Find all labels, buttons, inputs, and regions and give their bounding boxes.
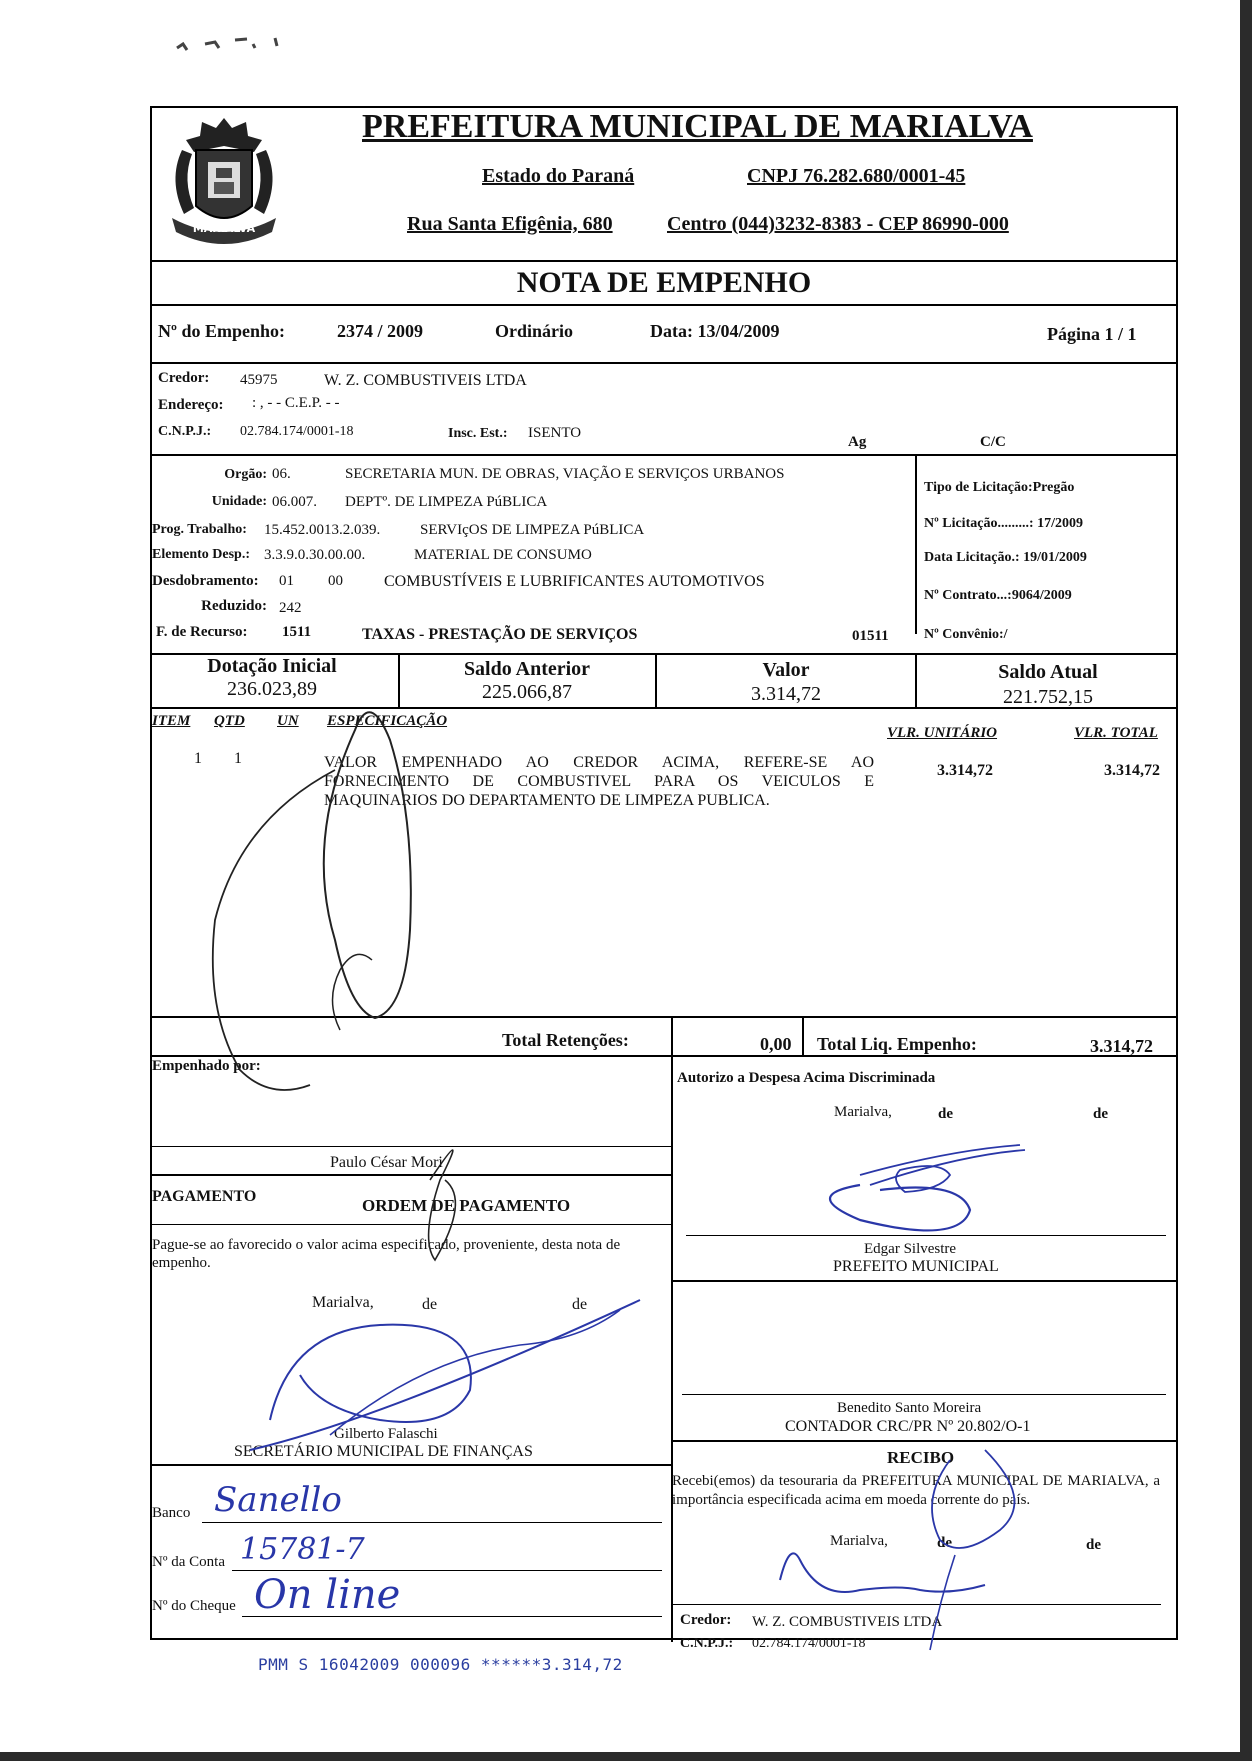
- signature-line: [686, 1235, 1166, 1236]
- elemento-label: Elemento Desp.:: [152, 547, 250, 562]
- divider: [152, 1055, 1176, 1057]
- signature-line: [152, 1146, 671, 1147]
- autorizo-label: Autorizo a Despesa Acima Discriminada: [677, 1070, 936, 1086]
- empenhado-name: Paulo César Mori: [330, 1154, 443, 1171]
- valor-value: 3.314,72: [751, 683, 821, 705]
- credor-cnpj: 02.784.174/0001-18: [240, 424, 354, 439]
- banco-handwritten: Sanello: [214, 1480, 342, 1520]
- recibo-text: Recebi(emos) da tesouraria da PREFEITURA MUNICIPAL DE MARIALVA, a importância especificada acima em moeda corrente do país.: [672, 1473, 1160, 1508]
- dotacao-inicial-label: Dotação Inicial: [207, 655, 337, 677]
- insc-label: Insc. Est.:: [448, 426, 508, 441]
- desdobramento-a: 01: [279, 573, 294, 589]
- empenho-date: Data: 13/04/2009: [650, 321, 780, 341]
- recurso-code: 1511: [282, 624, 312, 640]
- saldo-anterior-label: Saldo Anterior: [463, 658, 591, 680]
- document-title: NOTA DE EMPENHO: [516, 266, 812, 299]
- reduzido-label: Reduzido:: [201, 598, 267, 614]
- saldo-atual-value: 221.752,15: [1003, 686, 1093, 708]
- empenho-number-label: Nº do Empenho:: [158, 321, 285, 341]
- unidade-code: 06.007.: [272, 494, 317, 510]
- col-item-header: ITEM: [152, 713, 191, 729]
- page-title: PREFEITURA MUNICIPAL DE MARIALVA: [362, 108, 1033, 145]
- orgao-label: Orgão:: [224, 467, 267, 482]
- divider: [671, 1280, 1176, 1282]
- pagamento-de2: de: [572, 1296, 588, 1313]
- cc-label: C/C: [980, 434, 1006, 450]
- autorizo-place: Marialva,: [834, 1104, 892, 1120]
- credor-name: W. Z. COMBUSTIVEIS LTDA: [324, 372, 527, 389]
- pagamento-de1: de: [422, 1296, 438, 1313]
- address-label: Endereço:: [158, 397, 224, 413]
- credor-label: Credor:: [158, 370, 210, 386]
- liquido-value: 3.314,72: [1090, 1036, 1153, 1056]
- divider: [152, 304, 1176, 306]
- elemento-code: 3.3.9.0.30.00.00.: [264, 547, 366, 563]
- pagamento-place: Marialva,: [312, 1294, 374, 1311]
- empenho-type: Ordinário: [495, 321, 574, 341]
- recibo-cnpj: 02.784.174/0001-18: [752, 1636, 866, 1651]
- convenio-number: Nº Convênio:/: [924, 627, 1008, 642]
- divider: [915, 653, 917, 707]
- recibo-credor-name: W. Z. COMBUSTIVEIS LTDA: [752, 1614, 943, 1630]
- dotacao-inicial-value: 236.023,89: [227, 678, 317, 700]
- prefeito-name: Edgar Silvestre: [864, 1241, 957, 1257]
- recibo-credor-label: Credor:: [680, 1612, 732, 1628]
- cheque-handwritten: On line: [254, 1572, 401, 1618]
- recibo-de2: de: [1086, 1537, 1101, 1553]
- contrato-number: Nº Contrato...:9064/2009: [924, 588, 1072, 603]
- contador-name: Benedito Santo Moreira: [837, 1400, 982, 1416]
- divider: [152, 454, 1176, 456]
- col-espec-header: ESPECIFICAÇÃO: [327, 713, 448, 729]
- scan-speck-icon: [175, 30, 315, 60]
- retencoes-label: Total Retenções:: [502, 1030, 629, 1050]
- item-qtd: 1: [234, 750, 242, 767]
- header-cnpj: CNPJ 76.282.680/0001-45: [747, 165, 966, 187]
- saldo-atual-label: Saldo Atual: [998, 661, 1098, 683]
- divider: [671, 1016, 673, 1642]
- banco-label: Banco: [152, 1505, 191, 1521]
- header-contact: Centro (044)3232-8383 - CEP 86990-000: [667, 213, 1009, 235]
- recibo-de1: de: [937, 1535, 952, 1551]
- nota-de-empenho-form: [150, 106, 1178, 1651]
- banco-line: [202, 1522, 662, 1523]
- insc-value: ISENTO: [528, 425, 582, 441]
- empenho-number: 2374 / 2009: [337, 321, 424, 341]
- reduzido-value: 242: [279, 600, 302, 616]
- divider: [152, 1016, 1176, 1018]
- address-value: : , - - C.E.P. - -: [252, 395, 340, 411]
- recurso-desc: TAXAS - PRESTAÇÃO DE SERVIÇOS: [362, 626, 638, 643]
- secretario-name: Gilberto Falaschi: [334, 1426, 438, 1442]
- orgao-desc: SECRETARIA MUN. DE OBRAS, VIAÇÃO E SERVIÇOS URBANOS: [345, 466, 785, 482]
- empenhado-label: Empenhado por:: [152, 1058, 261, 1074]
- licitacao-number: Nº Licitação.........: 17/2009: [924, 516, 1083, 531]
- prog-label: Prog. Trabalho:: [152, 522, 247, 537]
- unidade-label: Unidade:: [211, 494, 267, 509]
- recurso-label: F. de Recurso:: [156, 624, 248, 640]
- liquido-label: Total Liq. Empenho:: [817, 1034, 977, 1054]
- ag-label: Ag: [848, 434, 867, 450]
- licitacao-type: Tipo de Licitação:Pregão: [924, 480, 1075, 495]
- page-number: Página 1 / 1: [1047, 324, 1137, 344]
- divider: [802, 1016, 804, 1056]
- item-unit-value: 3.314,72: [937, 762, 993, 779]
- secretario-title: SECRETÁRIO MUNICIPAL DE FINANÇAS: [234, 1443, 533, 1460]
- recibo-label: RECIBO: [887, 1448, 955, 1467]
- divider: [152, 362, 1176, 364]
- divider: [152, 707, 1176, 709]
- credor-cnpj-label: C.N.P.J.:: [158, 424, 212, 439]
- licitacao-date: Data Licitação.: 19/01/2009: [924, 550, 1087, 565]
- seal-ribbon-text: MARIALVA: [192, 222, 256, 235]
- state-name: Estado do Paraná: [482, 165, 635, 187]
- signature-line: [682, 1394, 1166, 1395]
- item-description: VALOR EMPENHADO AO CREDOR ACIMA, REFERE-SE AO FORNECIMENTO DE COMBUSTIVEL PARA OS VEICULOS E MAQUINARIOS DO DEPARTAMENTO DE LIMPEZA PUBLICA.: [324, 754, 874, 809]
- saldo-anterior-value: 225.066,87: [482, 681, 572, 703]
- divider: [152, 1174, 671, 1176]
- desdobramento-b: 00: [328, 573, 343, 589]
- pagamento-text: Pague-se ao favorecido o valor acima especificado, proveniente, desta nota de empenho.: [152, 1237, 621, 1271]
- credor-code: 45975: [240, 372, 278, 388]
- col-un-header: UN: [277, 713, 299, 729]
- header-street: Rua Santa Efigênia, 680: [407, 213, 613, 235]
- col-total-header: VLR. TOTAL: [1074, 725, 1158, 741]
- divider: [655, 653, 657, 707]
- bank-authentication-stamp: PMM S 16042009 000096 ******3.314,72: [258, 1655, 623, 1674]
- divider: [671, 1440, 1176, 1442]
- orgao-code: 06.: [272, 466, 291, 482]
- retencoes-value: 0,00: [760, 1034, 792, 1054]
- signature-line: [671, 1604, 1161, 1605]
- cheque-label: Nº do Cheque: [152, 1598, 236, 1614]
- autorizo-de2: de: [1093, 1106, 1108, 1122]
- desdobramento-label: Desdobramento:: [152, 573, 259, 589]
- divider: [152, 260, 1176, 262]
- col-unit-header: VLR. UNITÁRIO: [887, 725, 998, 741]
- col-qtd-header: QTD: [214, 713, 245, 729]
- conta-line: [232, 1570, 662, 1571]
- conta-label: Nº da Conta: [152, 1554, 225, 1570]
- item-number: 1: [194, 750, 202, 767]
- prefeito-title: PREFEITO MUNICIPAL: [833, 1258, 999, 1275]
- divider: [398, 653, 400, 707]
- recibo-cnpj-label: C.N.P.J.:: [680, 1636, 734, 1651]
- contador-title: CONTADOR CRC/PR Nº 20.802/O-1: [785, 1418, 1031, 1435]
- recibo-place: Marialva,: [830, 1533, 888, 1549]
- divider: [152, 1464, 671, 1466]
- elemento-desc: MATERIAL DE CONSUMO: [414, 547, 592, 563]
- ordem-pagamento-label: ORDEM DE PAGAMENTO: [362, 1196, 571, 1215]
- conta-handwritten: 15781-7: [240, 1532, 365, 1567]
- prog-desc: SERVIçOS DE LIMPEZA PúBLICA: [420, 522, 645, 538]
- autorizo-de1: de: [938, 1106, 953, 1122]
- desdobramento-desc: COMBUSTÍVEIS E LUBRIFICANTES AUTOMOTIVOS: [384, 573, 765, 590]
- recurso-code-full: 01511: [852, 628, 889, 644]
- divider: [152, 1224, 671, 1225]
- pagamento-label: PAGAMENTO: [152, 1188, 257, 1205]
- prog-code: 15.452.0013.2.039.: [264, 522, 381, 538]
- valor-label: Valor: [762, 659, 810, 681]
- city-coat-of-arms-icon: [154, 110, 294, 250]
- divider: [915, 454, 917, 634]
- item-total-value: 3.314,72: [1104, 762, 1160, 779]
- unidade-desc: DEPTº. DE LIMPEZA PúBLICA: [345, 494, 548, 510]
